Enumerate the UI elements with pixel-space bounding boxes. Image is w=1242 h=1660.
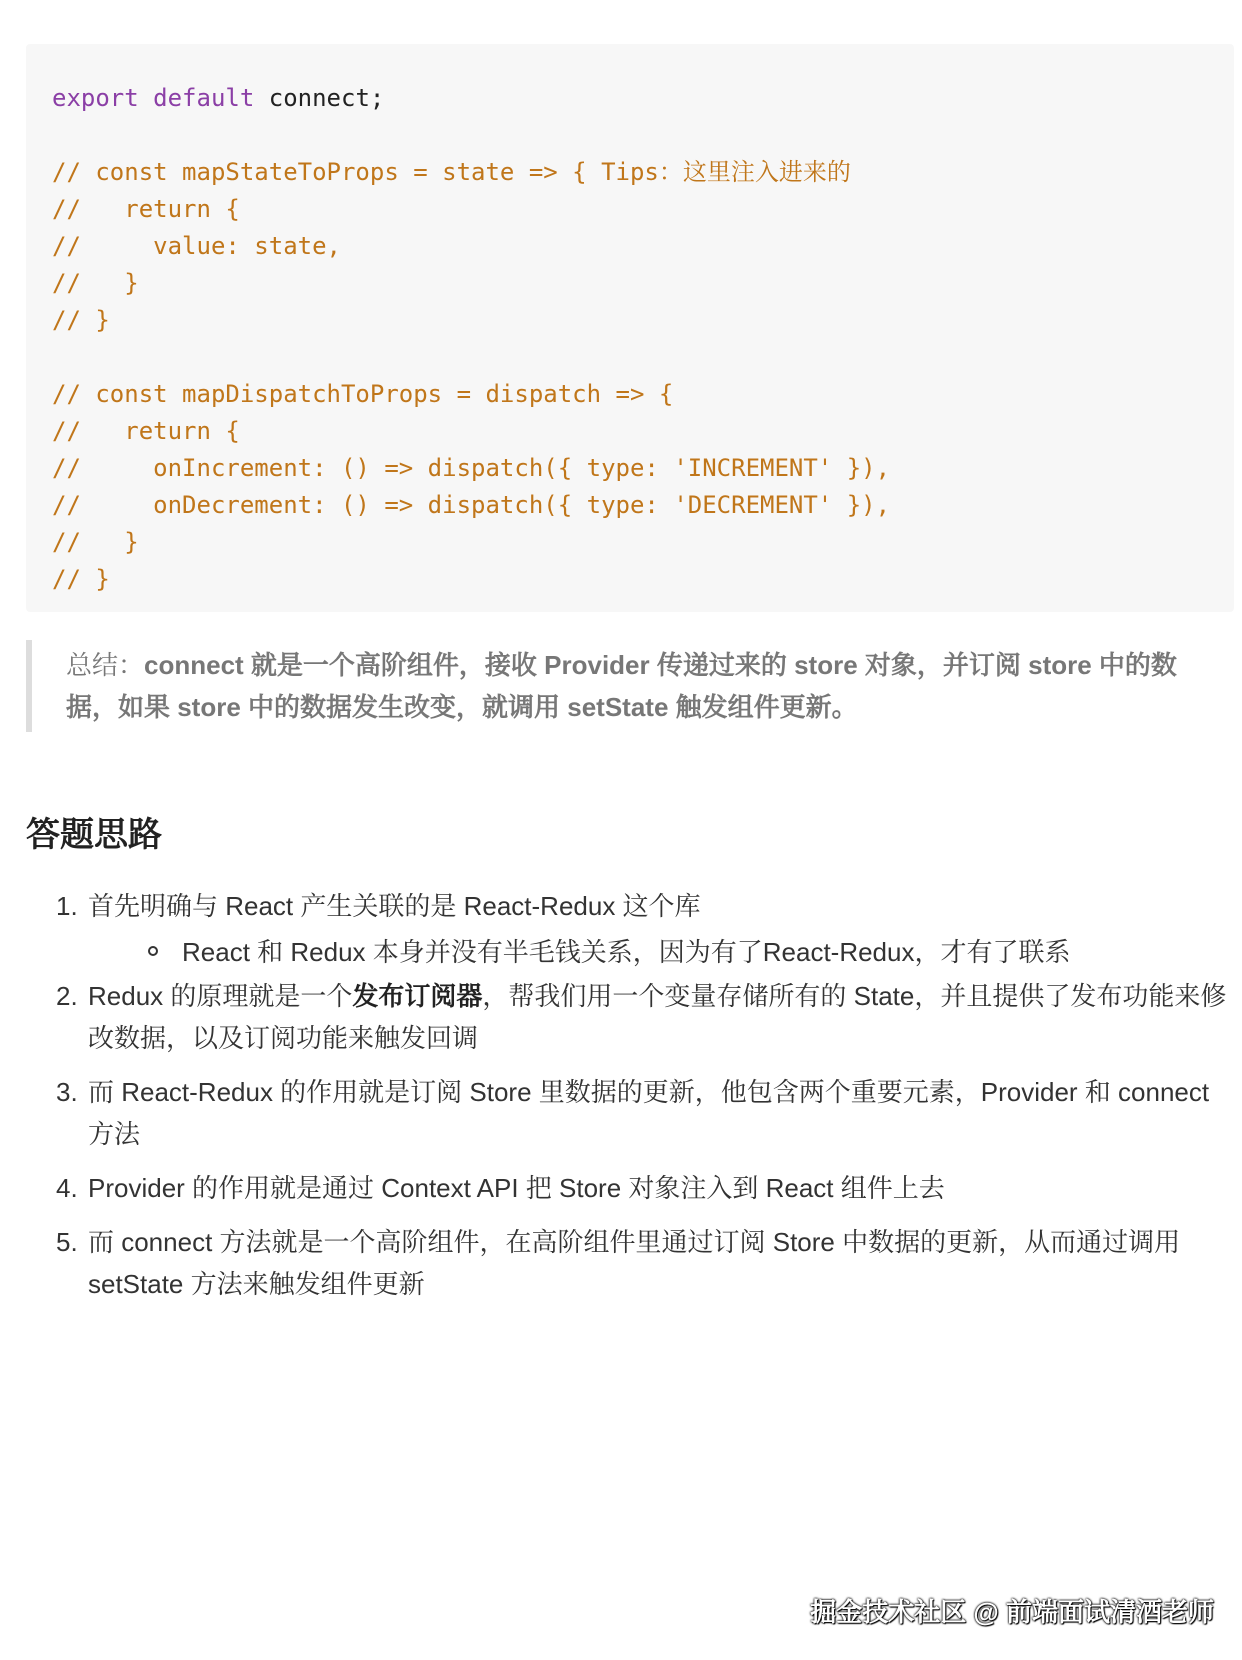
- code-line: [52, 302, 1208, 339]
- list-item-text: 而 connect 方法就是一个高阶组件，在高阶组件里通过订阅 Store 中数据的更新，从而通过调用 setState 方法来触发组件更新: [88, 1227, 1181, 1299]
- list-number: 2.: [56, 981, 78, 1011]
- code-line: [52, 376, 1208, 413]
- code-line: [52, 228, 1208, 265]
- list-number: 4.: [56, 1173, 78, 1203]
- code-line: [52, 524, 1208, 561]
- summary-label: 总结：: [66, 650, 145, 680]
- code-token: // return {: [52, 417, 240, 445]
- list-number: 3.: [56, 1077, 78, 1107]
- list-item-text-bold: 发布订阅器: [352, 981, 483, 1011]
- list-item: [56, 1221, 1236, 1305]
- summary-blockquote: [26, 640, 1226, 732]
- code-token: // }: [52, 528, 139, 556]
- section-heading: 答题思路: [26, 816, 162, 854]
- code-token: export default: [52, 84, 255, 112]
- code-line: [52, 80, 1208, 117]
- code-line: [52, 339, 1208, 376]
- code-token: // return {: [52, 195, 240, 223]
- code-line: [52, 487, 1208, 524]
- circle-bullet-icon: [148, 946, 158, 956]
- list-item-text: Provider 的作用就是通过 Context API 把 Store 对象注入到 React 组件上去: [88, 1173, 945, 1203]
- code-token: // onDecrement: () => dispatch({ type: 'DECREMENT' }),: [52, 491, 891, 519]
- list-item-text-before: Redux 的原理就是一个: [88, 981, 353, 1011]
- list-item: [56, 1167, 1236, 1209]
- code-token: connect;: [254, 84, 385, 112]
- code-token: // const mapDispatchToProps = dispatch => {: [52, 380, 674, 408]
- code-token: // value: state,: [52, 232, 341, 260]
- sub-list-item-text: React 和 Redux 本身并没有半毛钱关系，因为有了React-Redux，才有了联系: [182, 937, 1071, 967]
- list-item-text: 而 React-Redux 的作用就是订阅 Store 里数据的更新，他包含两个重要元素，Provider 和 connect 方法: [88, 1077, 1210, 1149]
- code-token: // onIncrement: () => dispatch({ type: 'INCREMENT' }),: [52, 454, 891, 482]
- code-line: [52, 154, 1208, 191]
- code-line: [52, 561, 1208, 598]
- code-token: // }: [52, 565, 110, 593]
- list-number: 1.: [56, 891, 78, 921]
- code-line: [52, 265, 1208, 302]
- code-block: [26, 44, 1234, 612]
- list-item: [56, 975, 1236, 1059]
- list-item: [56, 1071, 1236, 1155]
- list-item-text-after: ，帮我们用一个变量存储所有的 State，并且提供了发布功能来修改数据，以及订阅功能来触发回调: [88, 981, 1227, 1053]
- code-token: // }: [52, 269, 139, 297]
- watermark: 掘金技术社区 @ 前端面试清酒老师: [810, 1597, 1214, 1627]
- summary-text: connect 就是一个高阶组件，接收 Provider 传递过来的 store 对象，并订阅 store 中的数据，如果 store 中的数据发生改变，就调用 setState 触发组件更新。: [66, 650, 1177, 722]
- sub-list: [88, 931, 1236, 973]
- list-item: [56, 885, 1236, 973]
- sub-list-item: [148, 931, 1236, 973]
- code-line: [52, 450, 1208, 487]
- list-number: 5.: [56, 1227, 78, 1257]
- answer-list: [56, 885, 1236, 1305]
- code-line: [52, 117, 1208, 154]
- code-token: // const mapStateToProps = state => { Tips：这里注入进来的: [52, 158, 851, 186]
- code-line: [52, 191, 1208, 228]
- list-item-text: 首先明确与 React 产生关联的是 React-Redux 这个库: [88, 891, 701, 921]
- code-line: [52, 413, 1208, 450]
- code-token: // }: [52, 306, 110, 334]
